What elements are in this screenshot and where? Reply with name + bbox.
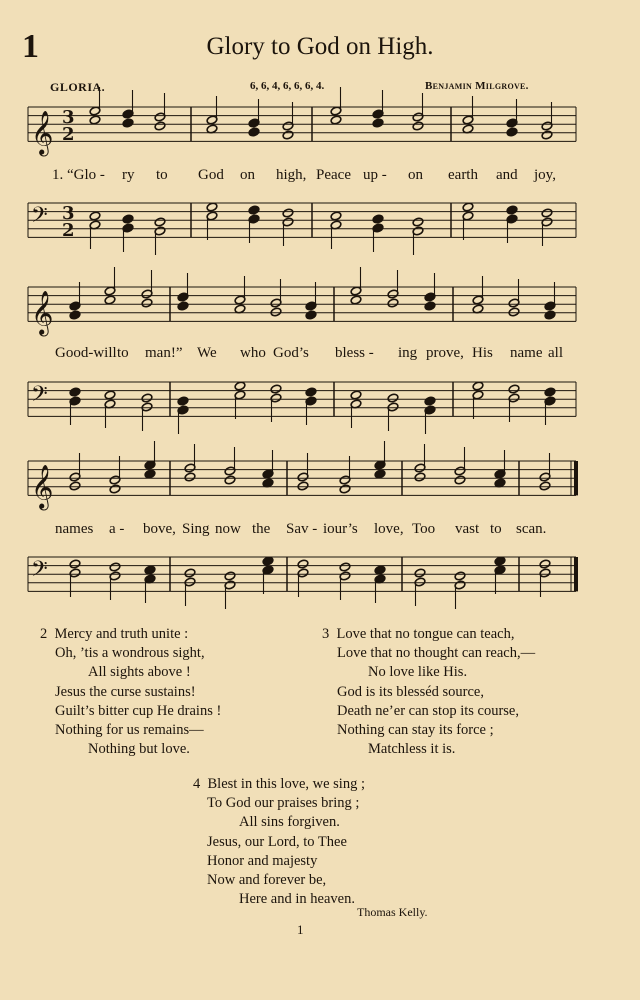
verse-line: Nothing but love. — [88, 741, 190, 758]
verse-line: Jesus the curse sustains! — [55, 683, 196, 700]
lyric-word: on — [240, 167, 255, 183]
lyric-word: who — [240, 345, 266, 361]
note-head — [412, 217, 424, 227]
note-head — [69, 559, 81, 569]
verse-line: No love like His. — [368, 664, 468, 681]
lyric-word: prove, — [426, 345, 464, 361]
lyric-word: Peace — [316, 167, 351, 183]
verse-line: Oh, ’tis a wondrous sight, — [55, 645, 205, 662]
time-signature-top: 3 — [62, 203, 75, 224]
note-head — [541, 208, 553, 218]
composer: Benjamin Milgrove. — [425, 80, 529, 92]
note-head — [248, 127, 260, 137]
note-head — [424, 301, 436, 311]
note-head — [270, 384, 282, 394]
note-head — [144, 469, 156, 479]
note-head — [104, 390, 116, 400]
note-head — [206, 202, 218, 212]
lyric-word: on — [408, 167, 423, 183]
note-head — [177, 301, 189, 311]
lyric-word: to — [117, 345, 129, 361]
verse-line: Death ne’er can stop its course, — [337, 702, 519, 719]
note-head — [414, 472, 426, 482]
verse-line: All sins forgiven. — [239, 814, 340, 831]
note-head — [177, 396, 189, 406]
lyric-word: God — [198, 167, 224, 183]
note-head — [350, 390, 362, 400]
note-head — [69, 387, 81, 397]
bass-clef-icon: 𝄢 — [31, 382, 48, 412]
note-head — [69, 481, 81, 491]
lyric-word: the — [252, 521, 271, 537]
note-head — [122, 214, 134, 224]
note-head — [454, 475, 466, 485]
lyric-word: iour’s — [323, 521, 358, 537]
note-head — [539, 481, 551, 491]
lyric-word: God’s — [273, 345, 309, 361]
note-head — [122, 118, 134, 128]
note-head — [297, 559, 309, 569]
verse-line: Nothing for us remains— — [55, 722, 204, 739]
verse-line: 2 Mercy and truth unite : — [40, 626, 189, 642]
lyric-word: joy, — [534, 167, 556, 183]
note-head — [350, 295, 362, 305]
note-head — [89, 211, 101, 221]
lyric-word: now — [215, 521, 241, 537]
note-head — [372, 118, 384, 128]
verse-line: Jesus, our Lord, to Thee — [207, 833, 347, 850]
verse-2 — [40, 625, 221, 759]
note-head — [262, 556, 274, 566]
note-head — [539, 559, 551, 569]
treble-clef-icon: 𝄞 — [31, 110, 54, 155]
lyric-word: all — [548, 345, 563, 361]
note-head — [387, 298, 399, 308]
note-head — [414, 568, 426, 578]
note-head — [282, 208, 294, 218]
lyric-word: high, — [276, 167, 307, 183]
time-signature-bottom: 2 — [62, 220, 75, 241]
note-head — [184, 568, 196, 578]
treble-clef-icon: 𝄞 — [31, 464, 54, 509]
lyric-word: Sav - — [286, 521, 318, 537]
note-head — [544, 310, 556, 320]
lyric-word: name — [510, 345, 543, 361]
note-head — [506, 127, 518, 137]
verse-line: All sights above ! — [88, 664, 191, 681]
lyric-word: ry — [122, 167, 135, 183]
hymn-number: 1 — [22, 28, 39, 65]
note-head — [104, 295, 116, 305]
note-head — [224, 475, 236, 485]
verse-line: Guilt’s bitter cup He drains ! — [55, 702, 222, 719]
note-head — [184, 472, 196, 482]
lyric-word: love, — [374, 521, 404, 537]
lyric-word: We — [197, 345, 217, 361]
lyric-word: vast — [455, 521, 480, 537]
verse-line: Now and forever be, — [207, 872, 327, 889]
verse-4 — [193, 775, 365, 909]
note-head — [154, 217, 166, 227]
note-head — [374, 565, 386, 575]
lyric-word: earth — [448, 167, 478, 183]
note-head — [472, 381, 484, 391]
time-signature-top: 3 — [62, 107, 75, 128]
verse-3 — [322, 625, 535, 759]
note-head — [506, 205, 518, 215]
page-number: 1 — [297, 922, 304, 937]
note-head — [69, 310, 81, 320]
verse-line: To God our praises bring ; — [207, 795, 360, 812]
meter: 6, 6, 4, 6, 6, 6, 4. — [250, 80, 325, 92]
note-head — [270, 307, 282, 317]
note-head — [494, 556, 506, 566]
lyric-word: scan. — [516, 521, 547, 537]
note-head — [330, 211, 342, 221]
hymn-title: Glory to God on High. — [206, 33, 434, 60]
note-head — [339, 484, 351, 494]
lyric-word: ing — [398, 345, 418, 361]
note-head — [462, 202, 474, 212]
note-head — [541, 130, 553, 140]
note-head — [544, 387, 556, 397]
note-head — [339, 562, 351, 572]
lyric-word: up - — [363, 167, 387, 183]
note-head — [154, 121, 166, 131]
bass-clef-icon: 𝄢 — [31, 203, 48, 233]
lyric-word: to — [156, 167, 168, 183]
lyric-word: to — [490, 521, 502, 537]
note-head — [454, 571, 466, 581]
note-head — [305, 387, 317, 397]
author: Thomas Kelly. — [357, 905, 428, 919]
lyric-word: 1. “Glo - — [52, 167, 105, 183]
verse-line: Love that no thought can reach,— — [337, 645, 536, 662]
lyric-word: man!” — [145, 345, 183, 361]
tune-name: GLORIA. — [50, 80, 106, 94]
lyric-word: bove, — [143, 521, 176, 537]
verse-line: Nothing can stay its force ; — [337, 722, 494, 739]
bass-clef-icon: 𝄢 — [31, 557, 48, 587]
note-head — [387, 393, 399, 403]
lyric-word: Good-will — [55, 345, 117, 361]
verse-line: God is its blesséd source, — [337, 683, 484, 700]
lyric-word: names — [55, 521, 94, 537]
lyric-word: Too — [412, 521, 436, 537]
verse-line: Honor and majesty — [207, 852, 318, 869]
verse-line: Here and in heaven. — [239, 891, 355, 908]
note-head — [144, 565, 156, 575]
note-head — [424, 396, 436, 406]
verse-line: Matchless it is. — [368, 741, 456, 758]
note-head — [89, 115, 101, 125]
note-head — [374, 469, 386, 479]
treble-clef-icon: 𝄞 — [31, 290, 54, 335]
note-head — [508, 384, 520, 394]
verse-line: 3 Love that no tongue can teach, — [322, 626, 515, 642]
note-head — [508, 307, 520, 317]
note-head — [330, 115, 342, 125]
verse-line: 4 Blest in this love, we sing ; — [193, 776, 365, 792]
note-head — [141, 298, 153, 308]
lyric-word: a - — [109, 521, 125, 537]
lyric-word: His — [472, 345, 493, 361]
note-head — [248, 205, 260, 215]
note-head — [412, 121, 424, 131]
lyric-word: Sing — [182, 521, 210, 537]
note-head — [282, 130, 294, 140]
note-head — [141, 393, 153, 403]
note-head — [224, 571, 236, 581]
lyric-word: bless - — [335, 345, 374, 361]
lyric-word: and — [496, 167, 518, 183]
note-head — [297, 481, 309, 491]
note-head — [109, 562, 121, 572]
note-head — [234, 381, 246, 391]
note-head — [372, 214, 384, 224]
time-signature-bottom: 2 — [62, 124, 75, 145]
note-head — [109, 484, 121, 494]
note-head — [305, 310, 317, 320]
